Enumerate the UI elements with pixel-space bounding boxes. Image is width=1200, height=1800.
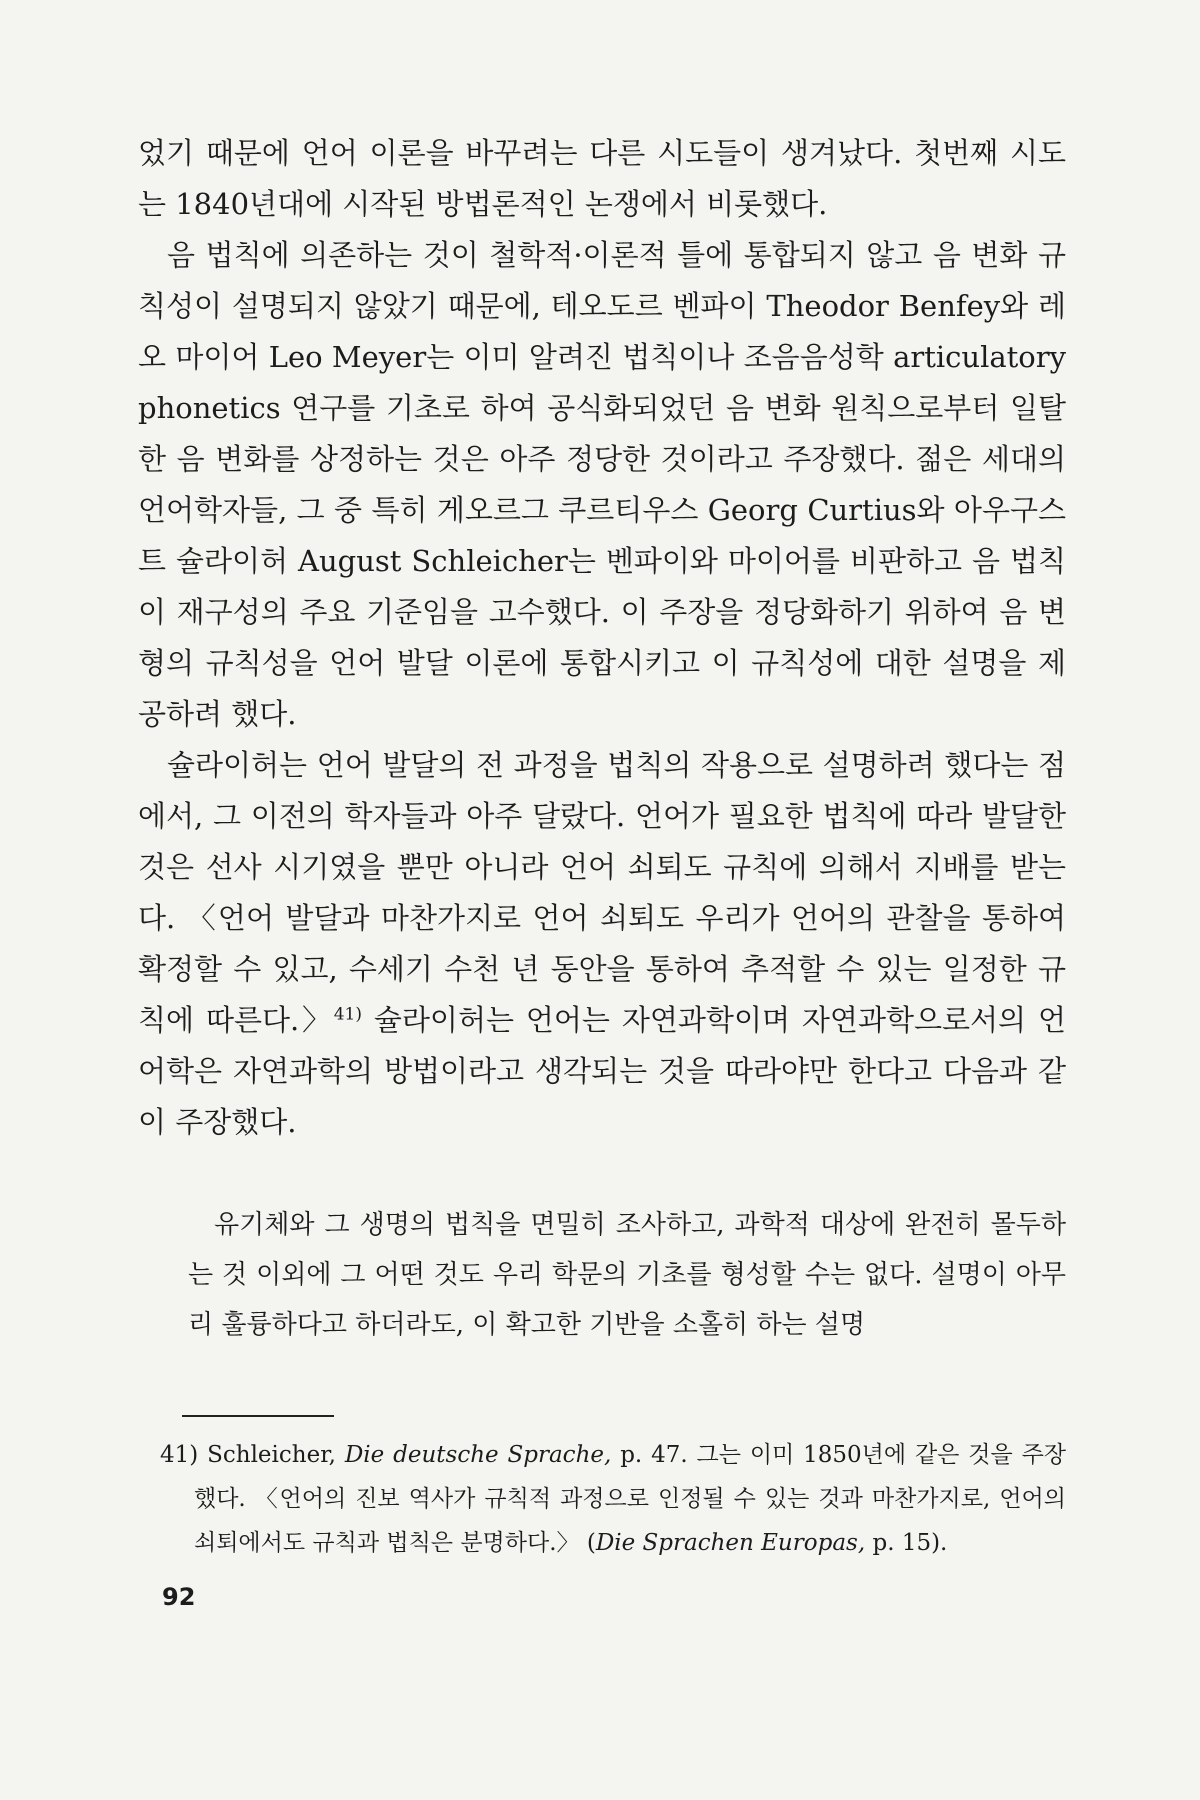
footnote-number: 41) — [160, 1442, 199, 1468]
footnote-title-1: Die deutsche Sprache, — [344, 1442, 612, 1468]
paragraph-3-tail: 슐라이허는 언어는 자연과학이며 자연과학으로서의 언어학은 자연과학의 방법이라고 생각되는 것을 따라야만 한다고 다음과 같이 주장했다. — [138, 1003, 1066, 1139]
paragraph-2: 음 법칙에 의존하는 것이 철학적·이론적 틀에 통합되지 않고 음 변화 규칙성이 설명되지 않았기 때문에, 테오도르 벤파이 Theodor Benfey와 레오 마이어 Leo Meyer는 이미 알려진 법칙이나 조음음성학 articulatory phonetics 연구를 기초로 하여 공식화되었던 음 변화 원칙으로부터 일탈한 음 변화를 상정하는 것은 아주 정당한 것이라고 주장했다. 젊은 세대의 언어학자들, 그 중 특히 게오르그 쿠르티우스 Georg Curtius와 아우구스트 슐라이허 August Schleicher는 벤파이와 마이어를 비판하고 음 법칙이 재구성의 주요 기준임을 고수했다. 이 주장을 정당화하기 위하여 음 변형의 규칙성을 언어 발달 이론에 통합시키고 이 규칙성에 대한 설명을 제공하려 했다. — [138, 238, 1066, 731]
page-number: 92 — [162, 1583, 196, 1611]
footnote-author: Schleicher, — [207, 1442, 336, 1468]
paragraph-3-text: 슐라이허는 언어 발달의 전 과정을 법칙의 작용으로 설명하려 했다는 점에서, 그 이전의 학자들과 아주 달랐다. 언어가 필요한 법칙에 따라 발달한 것은 선사 시기였을 뿐만 아니라 언어 쇠퇴도 규칙에 의해서 지배를 받는다. 〈언어 발달과 마찬가지로 언어 쇠퇴도 우리가 언어의 관찰을 통하여 확정할 수 있고, 수세기 수천 년 동안을 통하여 추적할 수 있는 일정한 규칙에 따른다.〉 — [138, 748, 1066, 1037]
footnote-text-1: p. 47. 그는 이미 1850년에 같은 것을 주장했다. 〈언어의 진보 역사가 규칙적 과정으로 인정될 수 있는 것과 마찬가지로, 언어의 쇠퇴에서도 규칙과 법칙은 분명하다.〉 ( — [194, 1442, 1067, 1556]
paragraph-3 — [138, 740, 1066, 1148]
paragraph-1: 었기 때문에 언어 이론을 바꾸려는 다른 시도들이 생겨났다. 첫번째 시도는 1840년대에 시작된 방법론적인 논쟁에서 비롯했다. — [138, 136, 1066, 221]
footnote-divider — [182, 1415, 334, 1417]
footnote-reference[interactable]: 41) — [333, 1004, 362, 1025]
main-text — [138, 128, 1066, 1148]
footnote — [160, 1433, 1066, 1565]
footnote-text-2: p. 15). — [872, 1530, 948, 1556]
block-quote-text: 유기체와 그 생명의 법칙을 면밀히 조사하고, 과학적 대상에 완전히 몰두하는 것 이외에 그 어떤 것도 우리 학문의 기초를 형성할 수는 없다. 설명이 아무리 훌륭하다고 하더라도, 이 확고한 기반을 소홀히 하는 설명 — [188, 1210, 1066, 1340]
block-quote — [188, 1200, 1066, 1350]
footnote-title-2: Die Sprachen Europas, — [595, 1530, 866, 1556]
footnote-41 — [160, 1433, 1066, 1565]
